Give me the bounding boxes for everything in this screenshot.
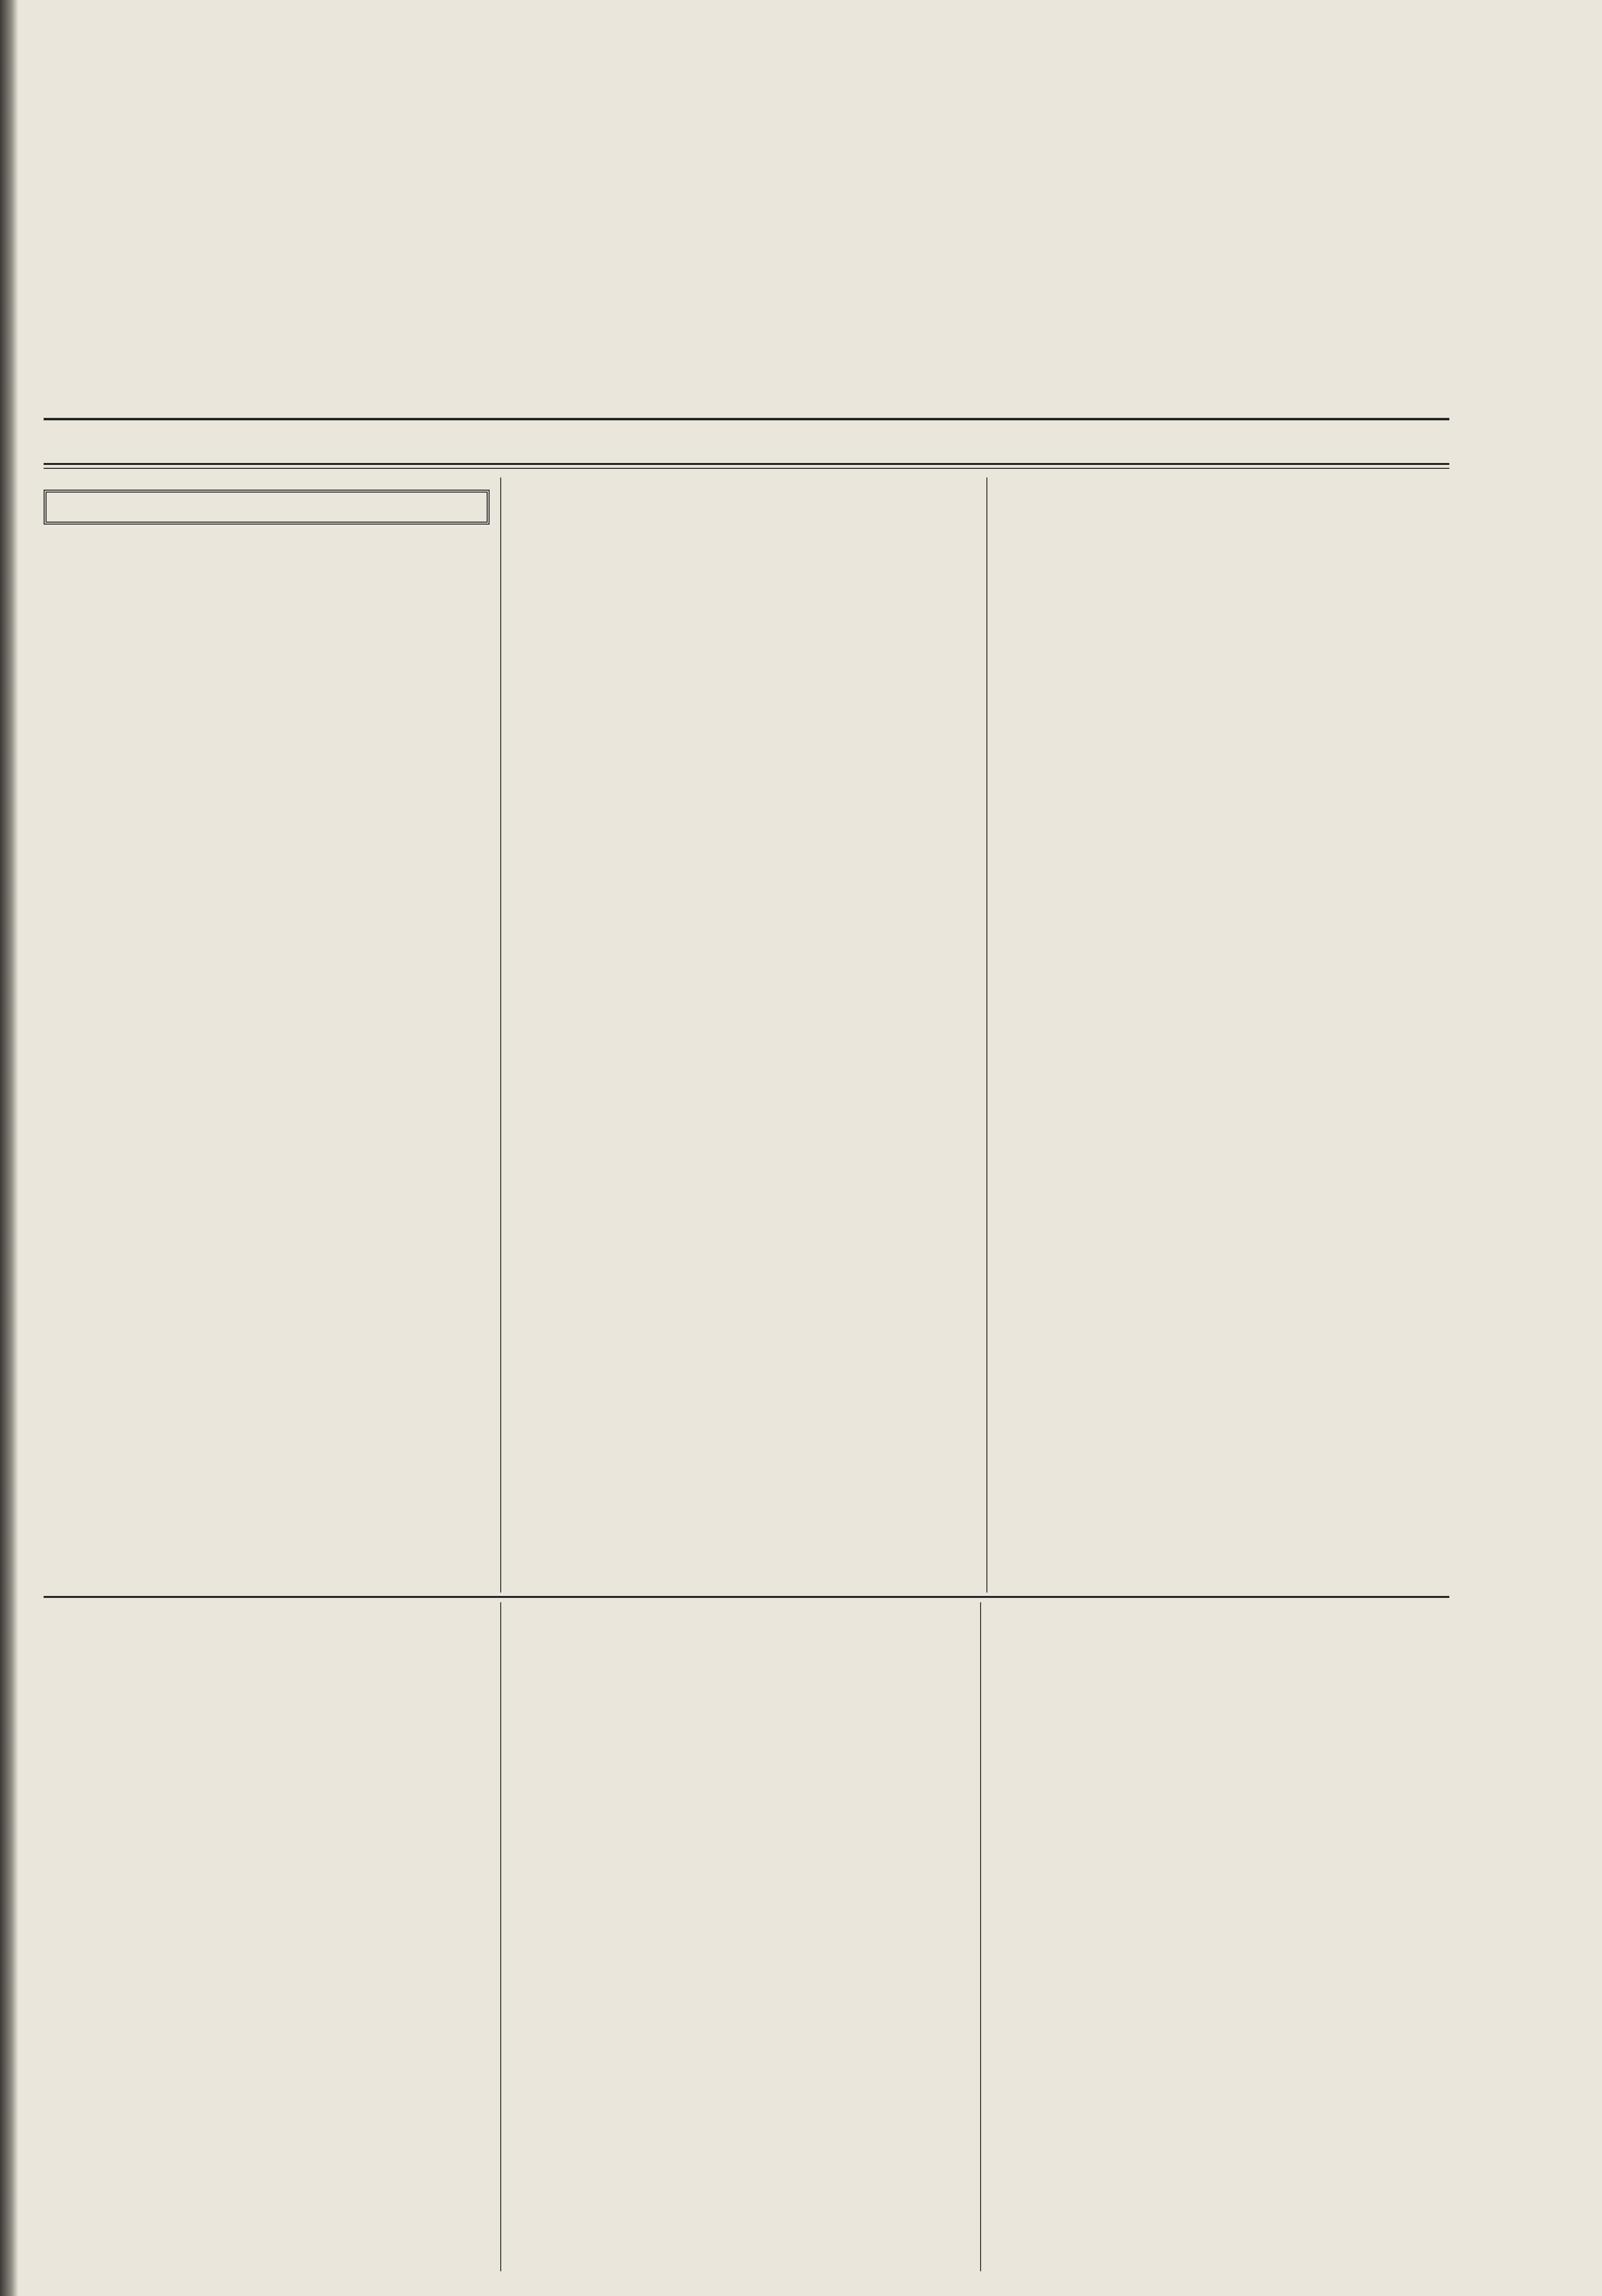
column-divider-3	[500, 1602, 501, 2271]
column-divider-2	[986, 478, 987, 1593]
feuilleton-column-2	[507, 1605, 974, 2269]
column-divider-1	[500, 478, 501, 1593]
feuilleton-rule	[44, 1596, 1449, 1598]
header-rule-top	[44, 418, 1449, 420]
column-3	[994, 490, 1454, 1590]
column-2	[510, 490, 978, 1590]
header-rule-bottom-thin	[44, 468, 1449, 469]
feuilleton-column-1	[44, 1605, 490, 2269]
binding-shadow	[0, 0, 18, 2296]
tageszeiger-box	[44, 490, 490, 525]
feuilleton-column-3	[986, 1605, 1454, 2269]
column-divider-4	[980, 1602, 981, 2271]
header-rule-bottom	[44, 463, 1449, 465]
column-1	[44, 490, 490, 1590]
